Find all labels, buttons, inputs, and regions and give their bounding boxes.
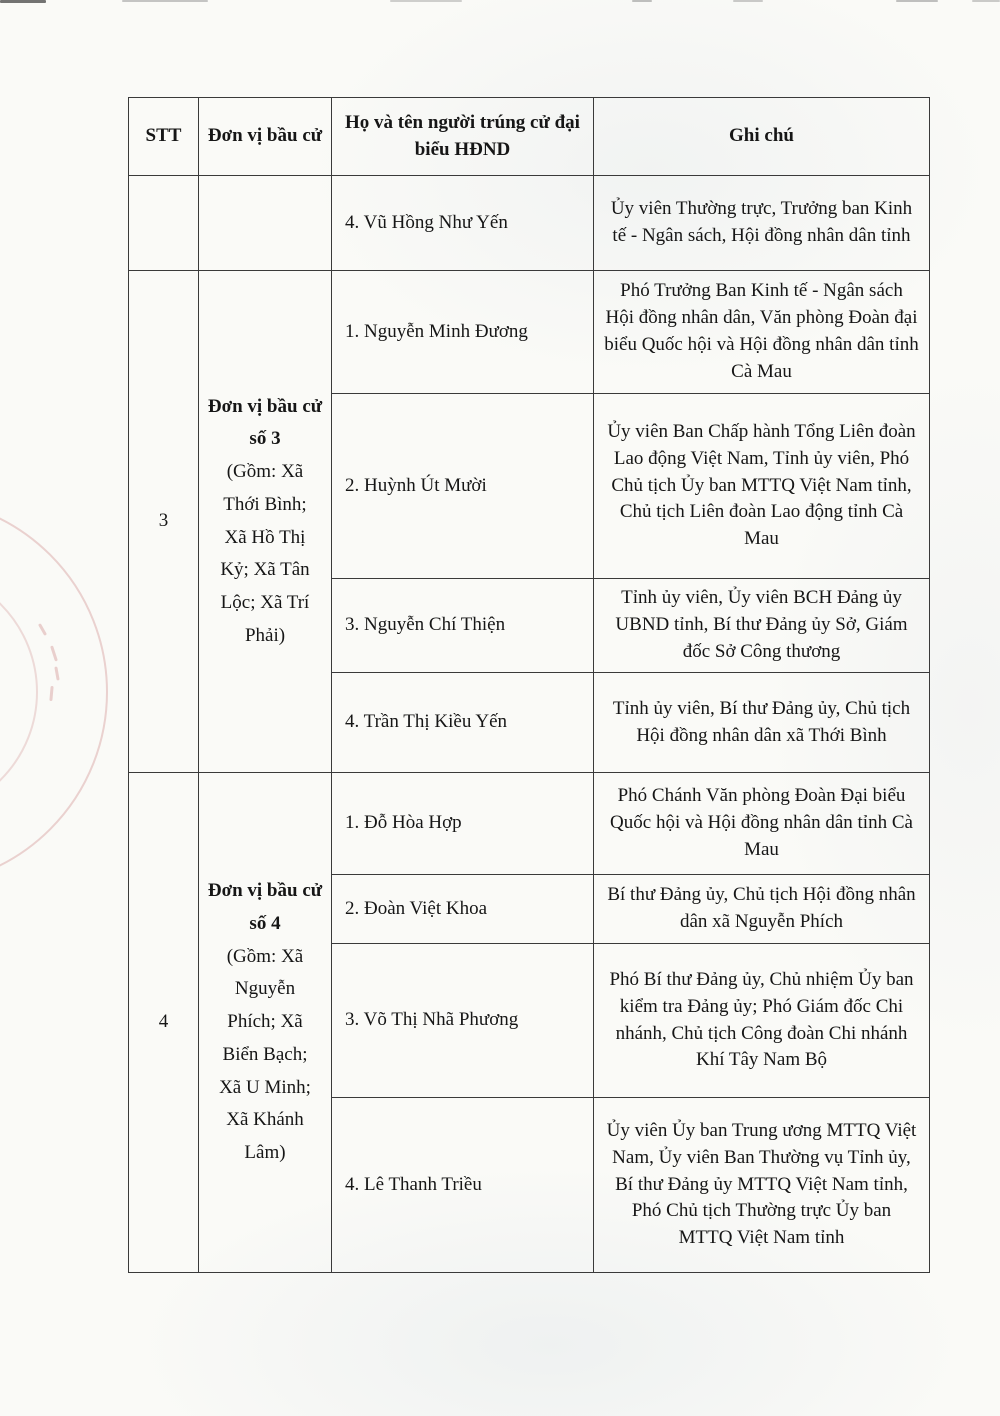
electoral-unit-communes: (Gồm: Xã Thới Bình; Xã Hồ Thị Kỷ; Xã Tân Lộc; Xã Trí Phải) [220,461,310,646]
table-row [129,271,930,394]
scan-artifact [896,0,938,2]
delegate-note: Ủy viên Ban Chấp hành Tổng Liên đoàn Lao động Việt Nam, Tỉnh ủy viên, Phó Chủ tịch Ủy ban MTTQ Việt Nam tỉnh, Chủ tịch Liên đoàn Lao động tỉnh Cà Mau [594,394,930,579]
delegate-name: 4. Trần Thị Kiều Yến [332,673,594,773]
unit-cell-empty [199,176,332,271]
delegate-note: Bí thư Đảng ủy, Chủ tịch Hội đồng nhân dân xã Nguyễn Phích [594,875,930,944]
delegate-name: 3. Võ Thị Nhã Phương [332,944,594,1098]
stt-cell: 4 [129,773,199,1273]
delegate-note: Tỉnh ủy viên, Bí thư Đảng ủy, Chủ tịch Hội đồng nhân dân xã Thới Bình [594,673,930,773]
delegate-name: 3. Nguyễn Chí Thiện [332,579,594,673]
delegate-note: Ủy viên Ủy ban Trung ương MTTQ Việt Nam, Ủy viên Ban Thường vụ Tỉnh ủy, Bí thư Đảng ủy MTTQ Việt Nam tỉnh, Phó Chủ tịch Thường trực Ủy ban MTTQ Việt Nam tỉnh [594,1098,930,1273]
electoral-unit-communes: (Gồm: Xã Nguyễn Phích; Xã Biển Bạch; Xã U Minh; Xã Khánh Lâm) [219,945,311,1163]
delegate-name: 2. Huỳnh Út Mười [332,394,594,579]
scan-artifact [0,0,46,3]
electoral-unit-title: Đơn vị bầu cử số 4 [207,880,323,935]
scan-artifact [390,0,462,2]
scan-artifact [632,0,652,2]
scan-artifact [122,0,208,2]
col-header-stt: STT [129,98,199,176]
elected-delegates-table [128,97,930,1273]
electoral-unit-cell [199,773,332,1273]
scan-artifact [972,0,1000,2]
delegate-name: 4. Lê Thanh Triều [332,1098,594,1273]
col-header-electoral-unit: Đơn vị bầu cử [199,98,332,176]
electoral-unit-title: Đơn vị bầu cử số 3 [207,395,323,450]
delegate-note: Phó Trưởng Ban Kinh tế - Ngân sách Hội đồng nhân dân, Văn phòng Đoàn đại biểu Quốc hội và Hội đồng nhân dân tỉnh Cà Mau [594,271,930,394]
col-header-elected-name: Họ và tên người trúng cử đại biểu HĐND [332,98,594,176]
delegate-note: Phó Bí thư Đảng ủy, Chủ nhiệm Ủy ban kiểm tra Đảng ủy; Phó Giám đốc Chi nhánh, Chủ tịch Công đoàn Chi nhánh Khí Tây Nam Bộ [594,944,930,1098]
stt-cell: 3 [129,271,199,773]
stt-cell-empty [129,176,199,271]
delegate-note: Ủy viên Thường trực, Trưởng ban Kinh tế - Ngân sách, Hội đồng nhân dân tỉnh [594,176,930,271]
delegate-name: 2. Đoàn Việt Khoa [332,875,594,944]
delegate-name: 4. Vũ Hồng Như Yến [332,176,594,271]
delegate-name: 1. Nguyễn Minh Đương [332,271,594,394]
col-header-notes: Ghi chú [594,98,930,176]
delegate-note: Phó Chánh Văn phòng Đoàn Đại biểu Quốc hội và Hội đồng nhân dân tỉnh Cà Mau [594,773,930,875]
table-row [129,773,930,875]
delegate-name: 1. Đỗ Hòa Hợp [332,773,594,875]
electoral-unit-cell [199,271,332,773]
scan-artifact [733,0,763,2]
table-row [129,176,930,271]
delegate-note: Tỉnh ủy viên, Ủy viên BCH Đảng ủy UBND tỉnh, Bí thư Đảng ủy Sở, Giám đốc Sở Công thương [594,579,930,673]
header-row [129,98,930,176]
